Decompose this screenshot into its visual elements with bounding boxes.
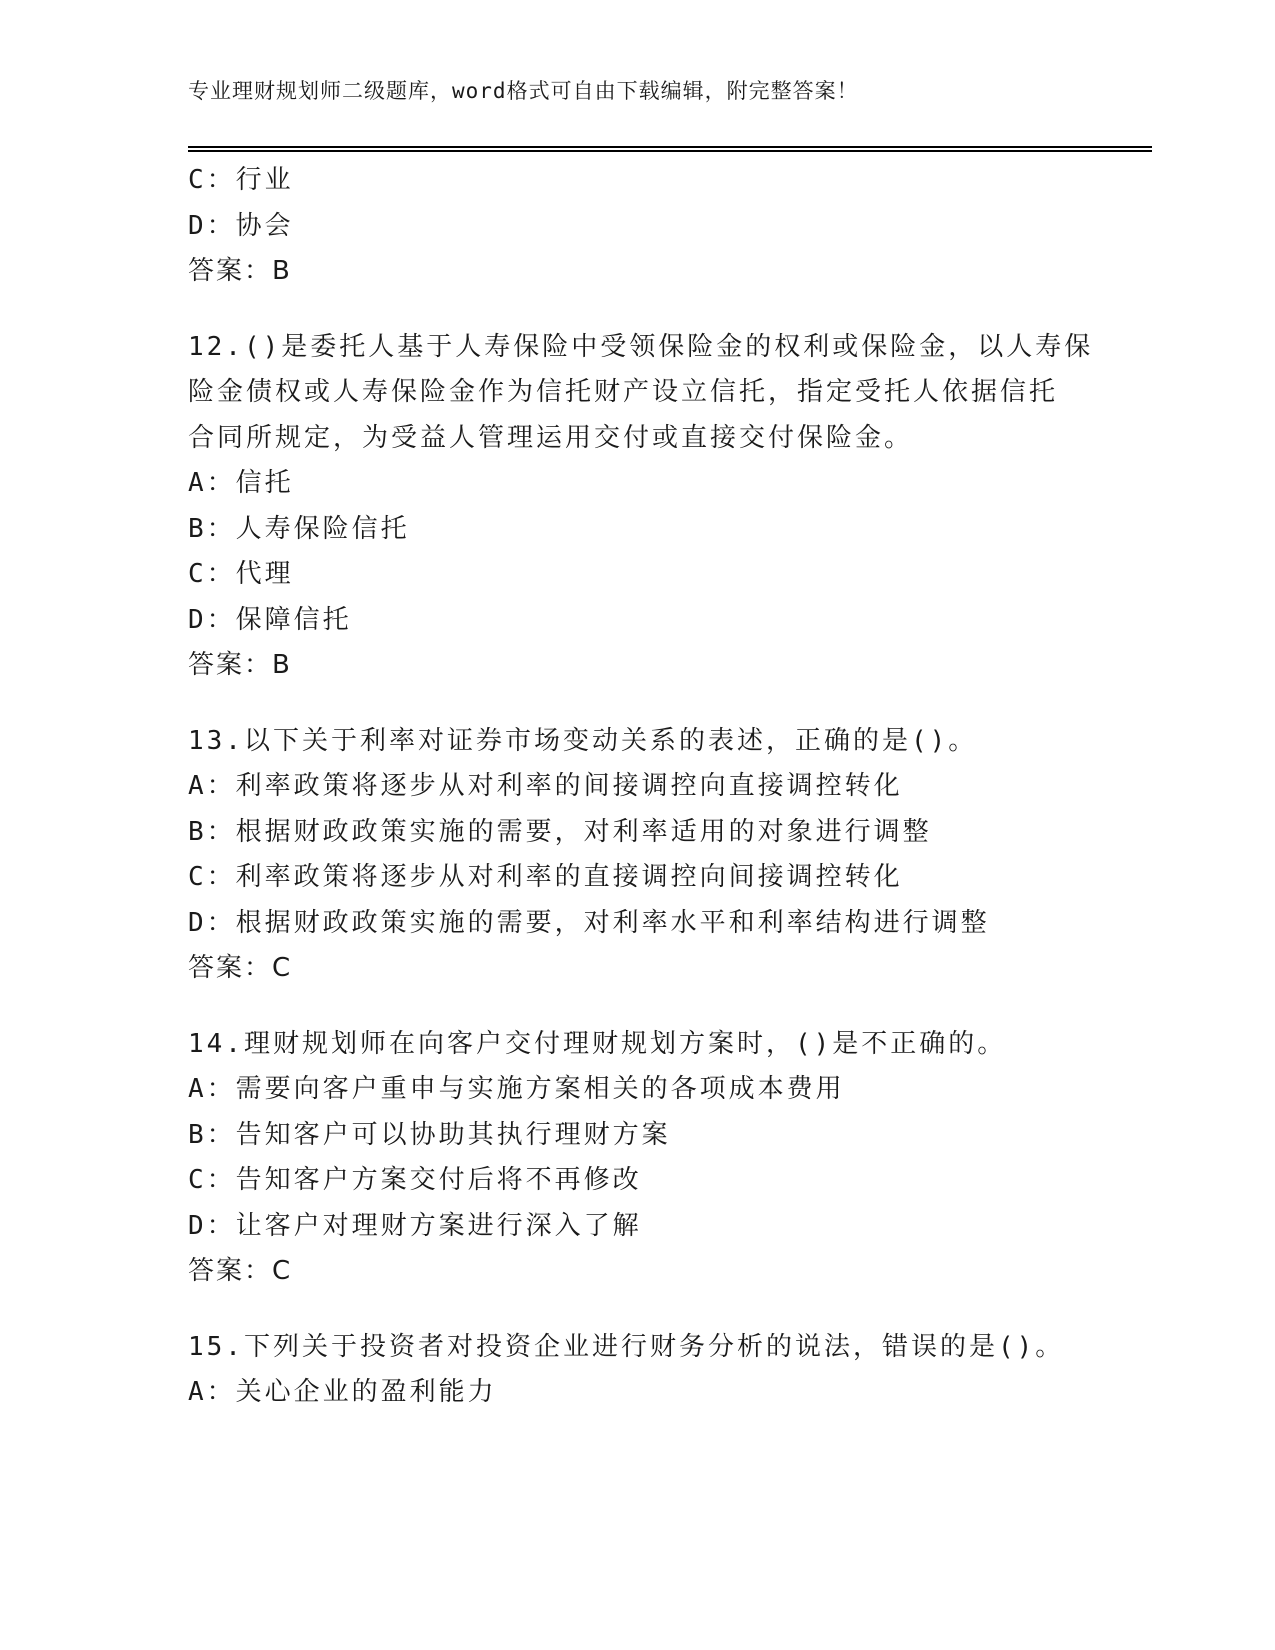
question-line: 14.理财规划师在向客户交付理财规划方案时，()是不正确的。 [188,1028,1007,1059]
option-line: B：人寿保险信托 [188,513,410,544]
answer-line: 答案：C [188,1256,293,1286]
option-line: D：根据财政政策实施的需要，对利率水平和利率结构进行调整 [188,907,990,938]
option-line: C：利率政策将逐步从对利率的直接调控向间接调控转化 [188,862,903,892]
page-header: 专业理财规划师二级题库，word格式可自由下载编辑，附完整答案！ [188,79,859,103]
header-rule-top [188,146,1152,148]
option-line: D：让客户对理财方案进行深入了解 [188,1210,642,1241]
question-line: 15.下列关于投资者对投资企业进行财务分析的说法，错误的是()。 [188,1331,1065,1362]
answer-line: 答案：B [188,256,292,286]
answer-line: 答案：C [188,953,293,983]
option-line: A：利率政策将逐步从对利率的间接调控向直接调控转化 [188,771,903,801]
option-line: B：告知客户可以协助其执行理财方案 [188,1119,671,1150]
paragraph-gap [188,1295,1148,1325]
paragraph-gap [188,689,1148,719]
question-content [188,158,1148,1416]
question-line: 13.以下关于利率对证券市场变动关系的表述，正确的是()。 [188,725,978,756]
option-line: C：告知客户方案交付后将不再修改 [188,1165,642,1195]
option-line: C：代理 [188,559,294,589]
option-line: D：协会 [188,210,294,241]
option-line: B：根据财政政策实施的需要，对利率适用的对象进行调整 [188,816,932,847]
header-rule-bottom [188,150,1152,152]
option-line: A：关心企业的盈利能力 [188,1377,497,1407]
question-line: 合同所规定，为受益人管理运用交付或直接交付保险金。 [188,422,914,453]
option-line: A：需要向客户重申与实施方案相关的各项成本费用 [188,1074,845,1104]
paragraph-gap [188,295,1148,325]
question-line: 12.()是委托人基于人寿保险中受领保险金的权利或保险金，以人寿保 [188,331,1094,362]
answer-line: 答案：B [188,650,292,680]
option-line: D：保障信托 [188,604,352,635]
option-line: A：信托 [188,468,294,498]
question-line: 险金债权或人寿保险金作为信托财产设立信托，指定受托人依据信托 [188,377,1059,407]
option-line: C：行业 [188,165,294,195]
paragraph-gap [188,992,1148,1022]
